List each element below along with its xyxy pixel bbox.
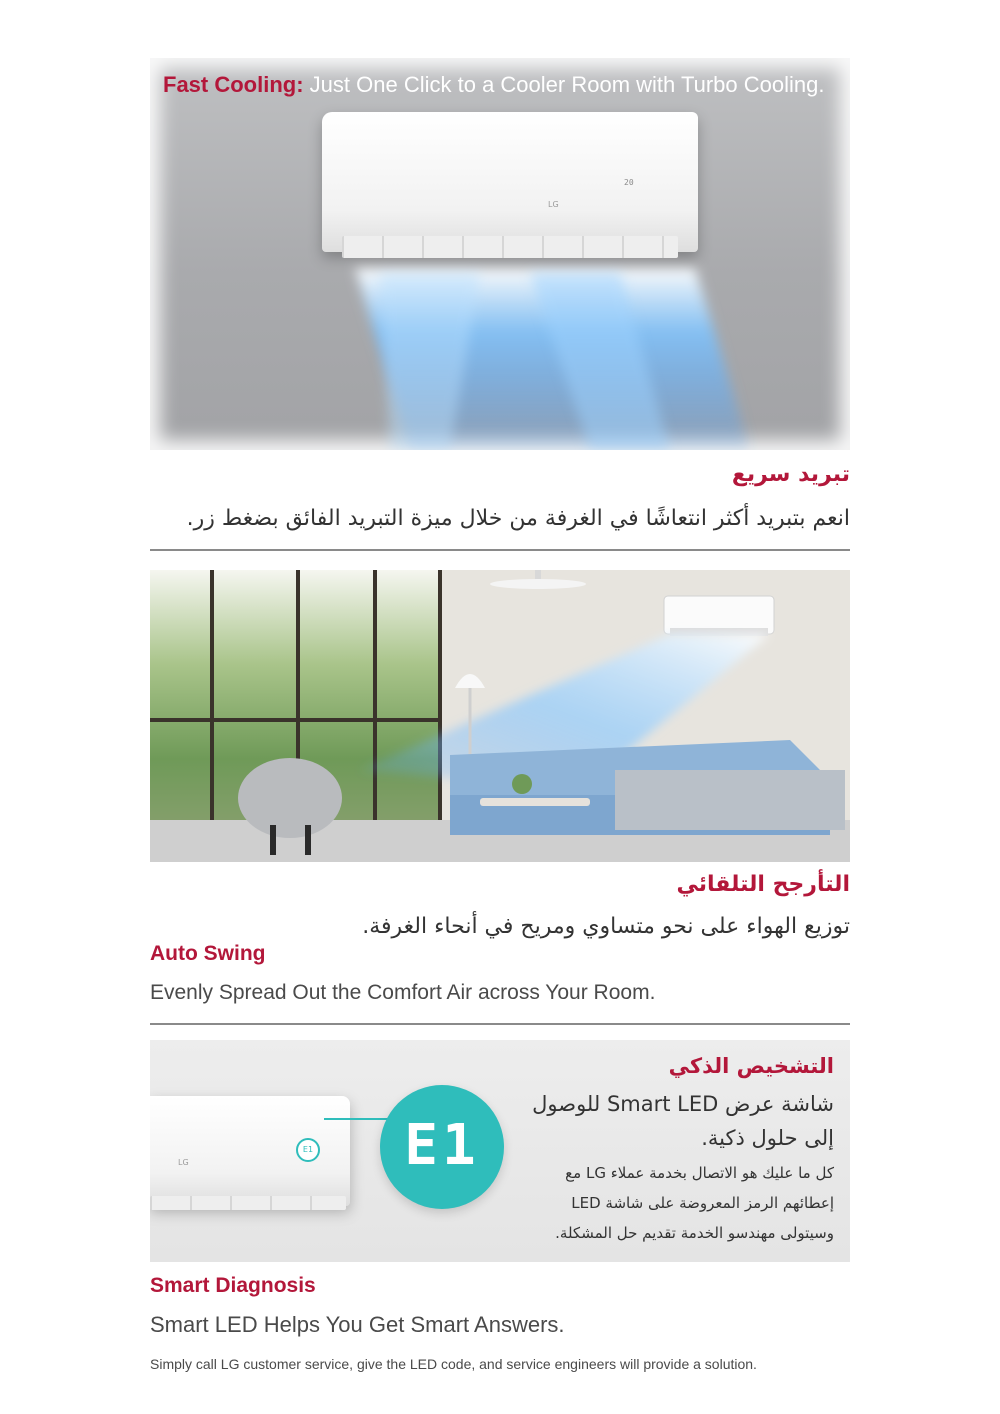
lg-logo: LG <box>178 1158 189 1167</box>
fast-cooling-headline <box>163 72 824 98</box>
air-conditioner-unit <box>322 112 698 252</box>
smart-diagnosis-arabic-title: التشخيص الذكي <box>668 1054 834 1078</box>
led-zoom-circle <box>380 1085 504 1209</box>
divider <box>150 549 850 551</box>
smart-diagnosis-image <box>150 1040 850 1262</box>
fast-cooling-text: Just One Click to a Cooler Room with Turbo Cooling. <box>309 72 825 97</box>
living-room-scene <box>150 570 850 862</box>
air-conditioner-unit <box>150 1096 350 1206</box>
smart-diagnosis-arabic-desc3: وسيتولى مهندسو الخدمة تقديم حل المشكلة. <box>555 1224 834 1242</box>
smart-diagnosis-arabic-line2: إلى حلول ذكية. <box>701 1126 834 1150</box>
fast-cooling-image <box>150 58 850 450</box>
smart-diagnosis-subtitle: Smart LED Helps You Get Smart Answers. <box>150 1312 565 1337</box>
divider <box>150 1023 850 1025</box>
auto-swing-title: Auto Swing <box>150 942 266 965</box>
auto-swing-text: Evenly Spread Out the Comfort Air across Your Room. <box>150 981 656 1004</box>
ac-vent-louver <box>150 1196 346 1210</box>
smart-diagnosis-arabic-desc1: كل ما عليك هو الاتصال بخدمة عملاء LG مع <box>565 1164 834 1182</box>
ac-temperature-display: 20 <box>624 178 634 187</box>
smart-diagnosis-title: Smart Diagnosis <box>150 1274 316 1297</box>
lg-logo: LG <box>548 200 559 209</box>
fast-cooling-label: Fast Cooling: <box>163 72 304 97</box>
led-indicator: E1 <box>296 1138 320 1162</box>
fast-cooling-arabic-text: انعم بتبريد أكثر انتعاشًا في الغرفة من خلال ميزة التبريد الفائق بضغط زر. <box>186 506 850 531</box>
auto-swing-arabic-title: التأرجح التلقائي <box>676 872 850 897</box>
auto-swing-arabic-text: توزيع الهواء على نحو متساوي ومريح في أنحاء الغرفة. <box>362 914 850 939</box>
smart-diagnosis-arabic-line1: شاشة عرض Smart LED للوصول <box>532 1092 834 1116</box>
smart-diagnosis-text: Simply call LG customer service, give the LED code, and service engineers will provide a solution. <box>150 1356 757 1372</box>
led-code-display: E1 <box>404 1113 480 1178</box>
ac-vent-louver <box>342 236 678 258</box>
fast-cooling-arabic-title: تبريد سريع <box>731 462 850 487</box>
smart-diagnosis-arabic-desc2: إعطائهم الرمز المعروضة على شاشة LED <box>571 1194 834 1212</box>
living-room-image <box>150 570 850 862</box>
